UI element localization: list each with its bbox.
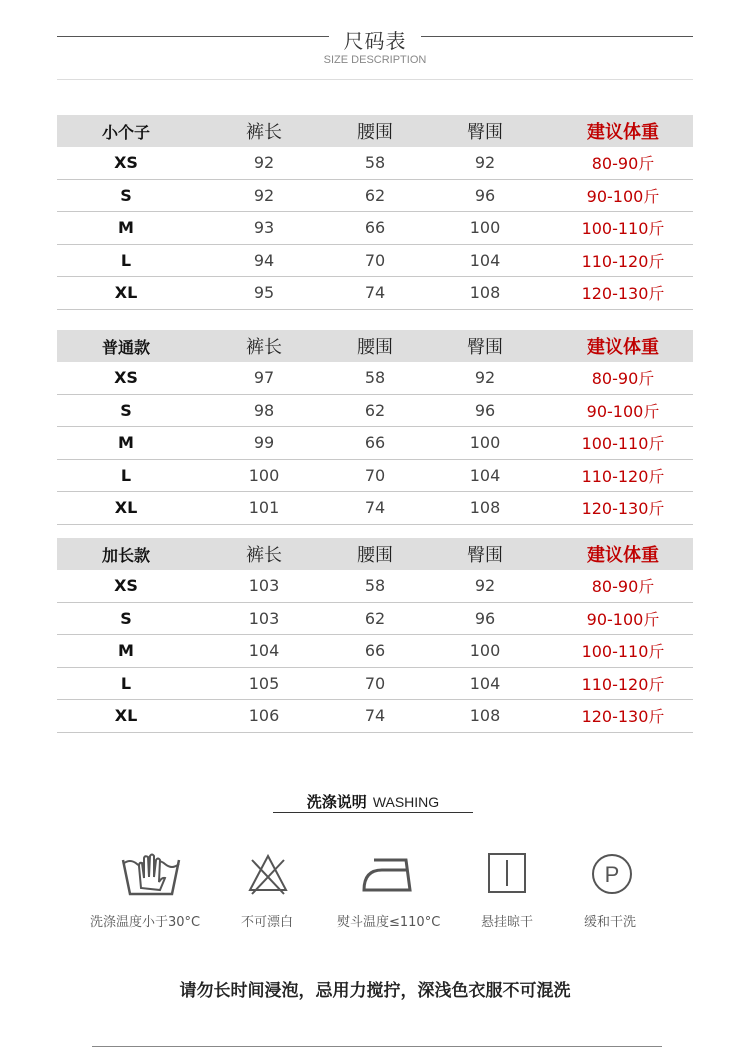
cell-waist: 62 [364, 185, 386, 205]
table-header [57, 115, 693, 147]
cell-hip: 104 [469, 673, 501, 693]
column-header: 腰围 [357, 122, 393, 143]
cell-size: M [118, 641, 134, 661]
cell-size: XS [114, 368, 138, 388]
table-row [57, 570, 693, 603]
cell-hip: 104 [469, 465, 501, 485]
cell-weight: 80-90斤 [591, 154, 655, 174]
cell-hip: 100 [469, 433, 501, 453]
washing-title: 洗涤说明 WASHING [306, 793, 440, 811]
column-header: 建议体重 [587, 122, 659, 143]
cell-waist: 74 [364, 283, 386, 303]
hand-wash-icon [120, 852, 182, 900]
cell-size: M [118, 433, 134, 453]
iron-temp-label: 熨斗温度≤110°C [337, 915, 441, 930]
cell-weight: 120-130斤 [581, 707, 665, 727]
table-row [57, 147, 693, 180]
cell-hip: 108 [469, 283, 501, 303]
cell-size: XS [114, 576, 138, 596]
table-row [57, 277, 693, 310]
column-header: 腰围 [357, 337, 393, 358]
hang-dry-icon [487, 852, 527, 894]
column-header: 建议体重 [587, 545, 659, 566]
cell-length: 93 [253, 218, 275, 238]
cell-size: XL [114, 283, 138, 303]
table-row [57, 700, 693, 733]
cell-length: 94 [253, 250, 275, 270]
header-divider [57, 79, 693, 80]
cell-waist: 66 [364, 641, 386, 661]
table-row [57, 460, 693, 493]
cell-hip: 92 [474, 368, 496, 388]
no-bleach-icon [246, 852, 290, 896]
cell-weight: 110-120斤 [581, 251, 665, 271]
cell-length: 99 [253, 433, 275, 453]
cell-hip: 108 [469, 706, 501, 726]
cell-waist: 70 [364, 465, 386, 485]
cell-length: 103 [248, 576, 280, 596]
table-header [57, 538, 693, 570]
cell-length: 104 [248, 641, 280, 661]
cell-length: 92 [253, 153, 275, 173]
cell-length: 95 [253, 283, 275, 303]
cell-length: 105 [248, 673, 280, 693]
cell-waist: 66 [364, 433, 386, 453]
page-title: 尺码表 [0, 25, 750, 54]
column-header: 臀围 [467, 337, 503, 358]
size-table [57, 330, 693, 525]
cell-length: 98 [253, 400, 275, 420]
cell-waist: 62 [364, 608, 386, 628]
cell-hip: 100 [469, 218, 501, 238]
column-header: 臀围 [467, 122, 503, 143]
cell-weight: 90-100斤 [586, 186, 660, 206]
cell-waist: 66 [364, 218, 386, 238]
cell-waist: 58 [364, 368, 386, 388]
table-row [57, 603, 693, 636]
cell-size: L [120, 250, 132, 270]
column-header: 建议体重 [587, 337, 659, 358]
column-header: 裤长 [246, 337, 282, 358]
cell-hip: 92 [474, 153, 496, 173]
column-header: 裤长 [246, 122, 282, 143]
cell-size: M [118, 218, 134, 238]
cell-size: S [120, 608, 132, 628]
cell-weight: 80-90斤 [591, 369, 655, 389]
dry-clean-label: 缓和干洗 [584, 915, 637, 930]
column-header: 裤长 [246, 545, 282, 566]
cell-waist: 58 [364, 153, 386, 173]
cell-hip: 104 [469, 250, 501, 270]
table-row [57, 492, 693, 525]
cell-hip: 92 [474, 576, 496, 596]
cell-hip: 100 [469, 641, 501, 661]
cell-weight: 90-100斤 [586, 401, 660, 421]
hang-dry-label: 悬挂晾干 [481, 915, 534, 930]
cell-weight: 110-120斤 [581, 466, 665, 486]
cell-size: S [120, 185, 132, 205]
table-row [57, 362, 693, 395]
cell-waist: 62 [364, 400, 386, 420]
cell-length: 106 [248, 706, 280, 726]
cell-weight: 120-130斤 [581, 499, 665, 519]
cell-weight: 90-100斤 [586, 609, 660, 629]
cell-hip: 96 [474, 608, 496, 628]
column-header: 腰围 [357, 545, 393, 566]
cell-size: S [120, 400, 132, 420]
size-table [57, 538, 693, 733]
cell-waist: 58 [364, 576, 386, 596]
svg-text:P: P [604, 862, 620, 887]
cell-size: XL [114, 706, 138, 726]
cell-hip: 108 [469, 498, 501, 518]
washing-title-underline [273, 812, 473, 813]
iron-icon [362, 856, 414, 894]
table-row [57, 180, 693, 213]
cell-waist: 70 [364, 250, 386, 270]
cell-hip: 96 [474, 400, 496, 420]
size-table [57, 115, 693, 310]
cell-length: 103 [248, 608, 280, 628]
cell-waist: 70 [364, 673, 386, 693]
cell-weight: 100-110斤 [581, 219, 665, 239]
table-row [57, 427, 693, 460]
cell-length: 100 [248, 465, 280, 485]
washing-note: 请勿长时间浸泡，忌用力搅拧，深浅色衣服不可混洗 [179, 981, 571, 1001]
table-row [57, 212, 693, 245]
cell-weight: 120-130斤 [581, 284, 665, 304]
cell-length: 97 [253, 368, 275, 388]
cell-weight: 80-90斤 [591, 577, 655, 597]
page-subtitle: SIZE DESCRIPTION [323, 54, 427, 66]
dry-clean-p-icon [590, 852, 634, 896]
column-header: 小个子 [101, 122, 150, 142]
cell-waist: 74 [364, 498, 386, 518]
cell-hip: 96 [474, 185, 496, 205]
table-row [57, 395, 693, 428]
column-header: 加长款 [101, 545, 150, 565]
cell-waist: 74 [364, 706, 386, 726]
table-row [57, 635, 693, 668]
table-row [57, 245, 693, 278]
table-header [57, 330, 693, 362]
cell-length: 92 [253, 185, 275, 205]
table-row [57, 668, 693, 701]
cell-size: XS [114, 153, 138, 173]
cell-size: L [120, 673, 132, 693]
footer-divider [92, 1046, 662, 1047]
column-header: 普通款 [101, 337, 150, 357]
cell-size: L [120, 465, 132, 485]
no-bleach-label: 不可漂白 [241, 915, 294, 930]
column-header: 臀围 [467, 545, 503, 566]
cell-weight: 100-110斤 [581, 642, 665, 662]
wash-temp-label: 洗涤温度小于30°C [90, 915, 201, 930]
cell-length: 101 [248, 498, 280, 518]
cell-size: XL [114, 498, 138, 518]
cell-weight: 110-120斤 [581, 674, 665, 694]
cell-weight: 100-110斤 [581, 434, 665, 454]
